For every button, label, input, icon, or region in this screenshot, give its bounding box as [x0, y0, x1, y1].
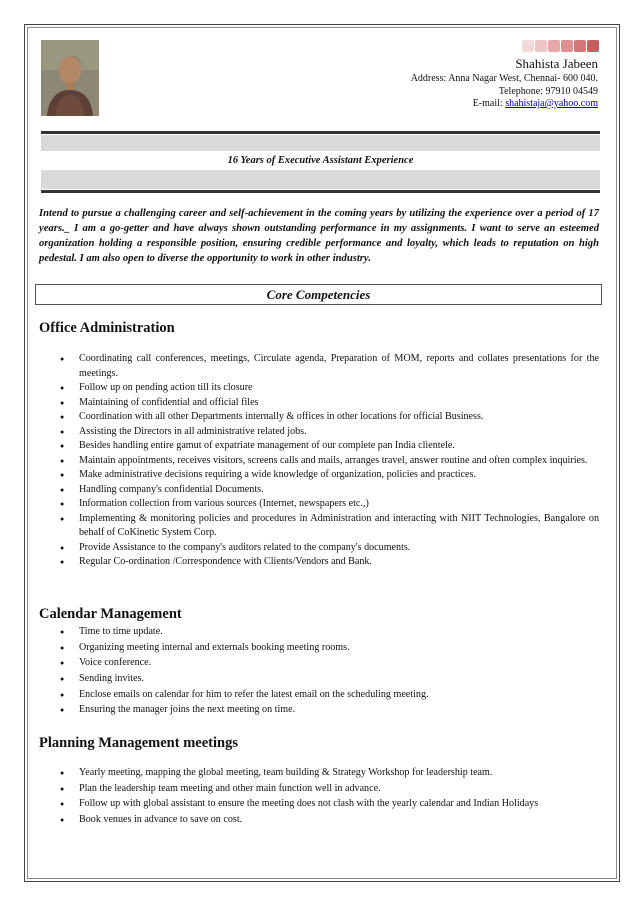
divider-top-shade	[41, 135, 600, 151]
email-label: E-mail:	[472, 98, 506, 109]
career-objective: Intend to pursue a challenging career and self-achievement in the coming years by utilizing the experience over a period of 17 years._ I am a go-getter and have always shown outstanding performance in my assignments. I want to serve an esteemed organization holding a responsible position, ensuring credible performance and loyalty, which leads to reputation on high pedestal. I am also open to diverse the opportunity to work in other industry.	[39, 208, 599, 264]
list-item: ● Follow up on pending action till its closure	[62, 381, 599, 396]
list-item: ● Handling company's confidential Documents.	[62, 483, 599, 498]
list-item: ● Regular Co-ordination /Correspondence with Clients/Vendors and Bank.	[62, 555, 599, 570]
telephone-line: Telephone: 97910 04549	[498, 86, 598, 97]
section-title-planning-management: Planning Management meetings	[39, 735, 238, 751]
decorative-square	[548, 40, 560, 52]
calendar-management-list	[62, 625, 599, 719]
list-item: ● Implementing & monitoring policies and procedures in Administration and interacting with NIIT Technologies, Bangalore on behalf of CoKinetic System Corp.	[62, 512, 599, 541]
list-item: ● Yearly meeting, mapping the global meeting, team building & Strategy Workshop for leadership team.	[62, 766, 599, 781]
list-item: ● Time to time update.	[62, 625, 599, 640]
divider-mid-dark	[41, 190, 600, 193]
decorative-square	[587, 40, 599, 52]
list-item: ● Coordination with all other Departments internally & offices in other locations for official Business.	[62, 410, 599, 425]
address-line: Address: Anna Nagar West, Chennai- 600 040.	[410, 73, 598, 84]
list-item: ● Assisting the Directors in all administrative related jobs.	[62, 425, 599, 440]
planning-management-list	[62, 766, 599, 829]
list-item: ● Provide Assistance to the company's auditors related to the company's documents.	[62, 541, 599, 556]
experience-heading: 16 Years of Executive Assistant Experience	[227, 155, 414, 166]
list-item: ● Organizing meeting internal and externals booking meeting rooms.	[62, 641, 599, 656]
list-item: ● Follow up with global assistant to ensure the meeting does not clash with the yearly calendar and Indian Holidays	[62, 797, 599, 812]
list-item: ● Enclose emails on calendar for him to refer the latest email on the scheduling meeting.	[62, 688, 599, 703]
list-item: ● Voice conference.	[62, 656, 599, 671]
list-item: ● Coordinating call conferences, meetings, Circulate agenda, Preparation of MOM, reports and collates presentations for the meetings.	[62, 352, 599, 381]
list-item: ● Ensuring the manager joins the next meeting on time.	[62, 703, 599, 718]
list-item: ● Maintain appointments, receives visitors, screens calls and mails, arranges travel, answer routine and often complex inquiries.	[62, 454, 599, 469]
decorative-square	[574, 40, 586, 52]
email-link[interactable]: shahistaja@yahoo.com	[505, 98, 598, 109]
profile-photo	[41, 40, 99, 116]
list-item: ● Plan the leadership team meeting and other main function well in advance.	[62, 782, 599, 797]
email-line	[473, 98, 598, 109]
section-title-office-administration: Office Administration	[39, 320, 175, 336]
candidate-name: Shahista Jabeen	[515, 56, 598, 71]
list-item: ● Maintaining of confidential and official files	[62, 396, 599, 411]
decorative-square	[561, 40, 573, 52]
list-item: ● Sending invites.	[62, 672, 599, 687]
list-item: ● Besides handling entire gamut of expatriate management of our complete pan India clientele.	[62, 439, 599, 454]
list-item: ● Make administrative decisions requiring a wide knowledge of organization, policies and practices.	[62, 468, 599, 483]
list-item: ● Information collection from various sources (Internet, newspapers etc.,)	[62, 497, 599, 512]
divider-mid-shade	[41, 170, 600, 189]
decorative-square	[522, 40, 534, 52]
office-administration-list	[62, 352, 599, 570]
divider-top-dark	[41, 131, 600, 134]
section-title-calendar-management: Calendar Management	[39, 606, 182, 622]
list-item: ● Book venues in advance to save on cost.	[62, 813, 599, 828]
decorative-square	[535, 40, 547, 52]
core-competencies-title: Core Competencies	[35, 284, 602, 305]
